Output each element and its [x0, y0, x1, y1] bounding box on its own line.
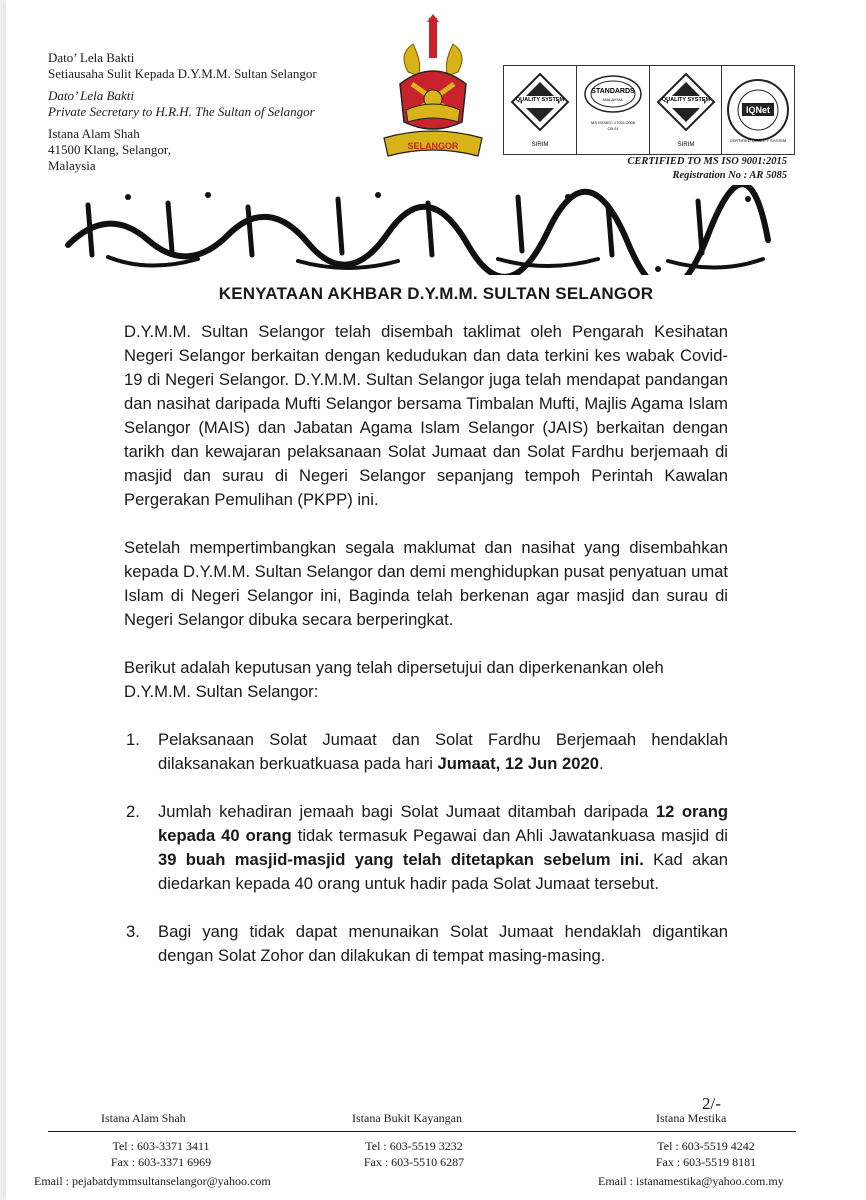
quality-system-badge-icon: [650, 66, 723, 154]
selangor-crest-icon: [378, 14, 488, 160]
list-item-emphasis: 12 orang kepada 40 orang: [158, 802, 729, 845]
press-statement-title: KENYATAAN AKHBAR D.Y.M.M. SULTAN SELANGOR: [218, 284, 654, 303]
badge-4-ring: CERTIFIED QUALITY SYSTEM: [729, 138, 787, 143]
press-statement-body: [124, 320, 728, 992]
footer-fax-3: Fax : 603-5519 8181: [655, 1155, 757, 1169]
footer-tel-1: Tel : 603-3371 3411: [112, 1139, 210, 1153]
list-item-end: .: [598, 754, 604, 773]
list-item: [124, 728, 728, 776]
list-item-number: 2.: [126, 802, 140, 821]
paragraph-3: Berikut adalah keputusan yang telah dipersetujui dan diperkenankan oleh D.Y.M.M. Sultan Selangor:: [124, 658, 664, 701]
address-line-1: Istana Alam Shah: [48, 126, 140, 141]
list-item: [124, 800, 728, 896]
badge-4-text: IQNet: [746, 105, 771, 115]
sender-position-malay: Setiausaha Sulit Kepada D.Y.M.M. Sultan Selangor: [48, 66, 317, 81]
footer-tel-2: Tel : 603-5519 3232: [365, 1139, 463, 1153]
letterhead-sender: [48, 50, 317, 174]
paragraph-2: Setelah mempertimbangkan segala maklumat dan nasihat yang disembahkan kepada D.Y.M.M. Sultan Selangor dan demi menghidupkan pusat penyatuan umat Islam di Negeri Selangor ini, Baginda telah berkenan agar masjid dan surau di Negeri Selangor dibuka secara berperingkat.: [124, 538, 728, 629]
list-item-number: 1.: [126, 730, 140, 749]
list-item-text: Pelaksanaan Solat Jumaat dan Solat Fardhu Berjemaah hendaklah dilaksanakan berkuatkuasa pada hari: [158, 730, 728, 773]
standards-malaysia-icon: [577, 66, 650, 154]
paragraph-1: D.Y.M.M. Sultan Selangor telah disembah taklimat oleh Pengarah Kesihatan Negeri Selangor berkaitan dengan kedudukan dan data terkini kes wabak Covid-19 di Negeri Selangor. D.Y.M.M. Sultan Selangor juga telah mendapat pandangan dan nasihat daripada Mufti Selangor bersama Timbalan Mufti, Majlis Agama Islam Selangor (MAIS) dan Jabatan Agama Islam Selangor (JAIS) berkaitan dengan tarikh dan kewajaran pelaksanaan Solat Jumaat dan Solat Fardhu berjemaah di masjid dan surau di Negeri Selangor sepanjang tempoh Perintah Kawalan Pergerakan Pemulihan (PKPP) ini.: [124, 322, 728, 509]
list-item-text: Jumlah kehadiran jemaah bagi Solat Jumaat ditambah daripada: [158, 802, 656, 821]
certification-badges: [503, 65, 795, 155]
iqnet-certified-icon: [722, 66, 794, 154]
sender-title-english: Dato’ Lela Bakti: [48, 88, 134, 103]
footer-email-3[interactable]: Email : istanamestika@yahoo.com.my: [598, 1174, 784, 1188]
registration-number: Registration No : AR 5085: [672, 170, 787, 181]
badge-2-sub: MALAYSIA: [602, 97, 623, 102]
list-item-emphasis: 39 buah masjid-masjid yang telah ditetapkan sebelum ini.: [158, 850, 644, 869]
certification-standard: CERTIFIED TO MS ISO 9001:2015: [627, 156, 787, 167]
list-item: [124, 920, 728, 968]
footer-palace-1: Istana Alam Shah: [101, 1111, 186, 1125]
badge-2-line1: MS ISO/IEC 17021:2006: [590, 120, 635, 125]
badge-3-text: QUALITY SYSTEM: [661, 97, 710, 103]
footer-contact-3: [642, 1138, 770, 1170]
list-item-text: Bagi yang tidak dapat menunaikan Solat Jumaat hendaklah digantikan dengan Solat Zohor dan dilakukan di tempat masing-masing.: [158, 922, 728, 965]
decision-list: [124, 728, 728, 968]
list-item-text: Kad akan diedarkan kepada 40 orang untuk hadir pada Solat Jumaat tersebut.: [158, 850, 729, 893]
footer-contact-2: [358, 1138, 470, 1170]
footer-email-1[interactable]: Email : pejabatdymmsultanselangor@yahoo.com: [34, 1174, 271, 1188]
footer-palace-2: Istana Bukit Kayangan: [352, 1111, 462, 1125]
footer-tel-3: Tel : 603-5519 4242: [657, 1139, 755, 1153]
footer-palace-3: Istana Mestika: [656, 1111, 727, 1125]
footer-contact-1: [106, 1138, 216, 1170]
list-item-text: tidak termasuk Pegawai dan Ahli Jawatankuasa masjid di: [291, 826, 728, 845]
footer-fax-1: Fax : 603-3371 6969: [110, 1155, 212, 1169]
page-marker: 2/-: [702, 1094, 721, 1113]
letter-page: [6, 0, 866, 1200]
address-line-3: Malaysia: [48, 158, 96, 173]
banner-text: قجابت دولي يغ مها مليا سلطان سلاغور: [60, 205, 776, 256]
jawi-calligraphy-banner: [48, 185, 788, 275]
list-item-number: 3.: [126, 922, 140, 941]
certification-note: [627, 155, 787, 183]
badge-2-line2: CB 01: [607, 126, 619, 131]
address-line-2: 41500 Klang, Selangor,: [48, 142, 171, 157]
sender-title-malay: Dato’ Lela Bakti: [48, 50, 135, 65]
quality-system-badge-icon: [504, 66, 577, 154]
badge-2-text: STANDARDS: [591, 88, 635, 95]
badge-1-text: QUALITY SYSTEM: [515, 97, 565, 103]
crest-ribbon-text: SELANGOR: [407, 141, 459, 151]
footer-divider: [48, 1131, 796, 1132]
list-item-emphasis: Jumaat, 12 Jun 2020: [437, 754, 599, 773]
footer-fax-2: Fax : 603-5510 6287: [363, 1155, 465, 1169]
sender-position-english: Private Secretary to H.R.H. The Sultan of Selangor: [48, 104, 315, 119]
badge-1-footer: SIRIM: [531, 142, 549, 148]
badge-3-footer: SIRIM: [677, 142, 694, 148]
